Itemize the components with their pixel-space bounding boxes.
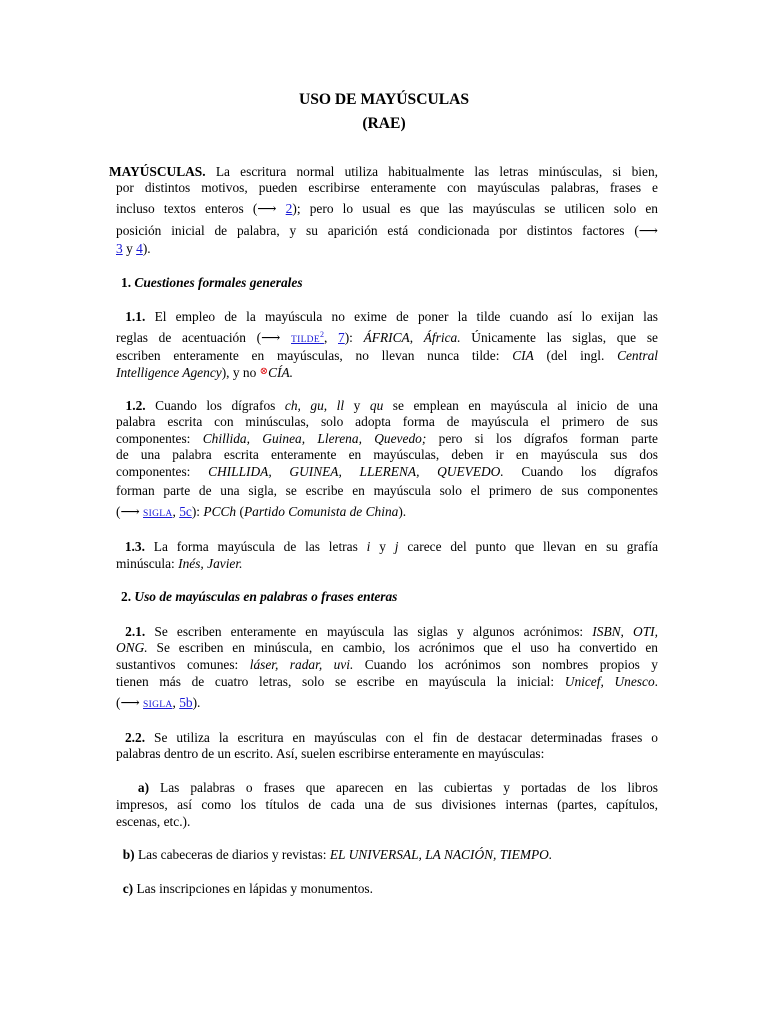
intro-line	[116, 241, 658, 257]
intro-text: ).	[142, 241, 151, 256]
para-text: Únicamente las siglas, que se	[471, 330, 658, 345]
para-text: Cuando los acrónimos son nombres propios y	[364, 657, 658, 672]
para-text: ):	[344, 330, 353, 345]
paragraph-1-3-cont	[116, 556, 658, 572]
example: CÍA.	[268, 365, 293, 380]
example: Partido Comunista de China	[243, 504, 399, 519]
intro-text: ); pero lo usual es que las mayúsculas se utilicen solo en	[292, 201, 658, 216]
intro-paragraph-cont	[116, 241, 658, 257]
example: CIA	[512, 348, 534, 363]
ref-link-5c[interactable]: 5c	[179, 504, 192, 519]
example: Intelligence Agency	[116, 365, 222, 380]
paragraph-1-1	[116, 309, 658, 325]
paragraph-1-2	[116, 398, 658, 414]
para-text: tienen más de cuatro letras, solo se escribe en mayúscula la inicial:	[116, 674, 555, 689]
intro-paragraph	[109, 164, 658, 180]
example: qu	[369, 398, 384, 413]
intro-text: y	[126, 241, 133, 256]
section-number: 2.	[121, 589, 132, 604]
para-line: palabra escrita con minúsculas, solo adopta forma de mayúscula el primero de sus	[116, 414, 658, 429]
ref-link-tilde[interactable]	[291, 330, 324, 345]
para-text: escriben enteramente en mayúsculas, no llevan nunca tilde:	[116, 348, 500, 363]
page-subtitle: (RAE)	[362, 115, 406, 132]
para-text: Se utiliza la escritura en mayúsculas con el fin de destacar determinadas frases o	[154, 730, 658, 745]
para-line	[116, 556, 658, 572]
ref-label: TILDE	[291, 335, 320, 345]
ref-link-2[interactable]: 2	[285, 201, 293, 216]
intro-text: incluso textos enteros (⟶	[116, 201, 277, 216]
paragraph-1-2-cont	[116, 431, 658, 447]
para-text: ).	[398, 504, 407, 519]
ref-link-7[interactable]: 7	[338, 330, 345, 345]
list-item-c	[116, 881, 658, 897]
intro-paragraph-cont	[116, 180, 658, 196]
example: EL UNIVERSAL, LA NACIÓN, TIEMPO.	[329, 847, 553, 862]
section-title: Uso de mayúsculas en palabras o frases enteras	[134, 589, 398, 604]
paragraph-2-2	[116, 730, 658, 746]
example: ÁFRICA	[363, 330, 410, 345]
para-line	[116, 348, 658, 364]
para-number: 1.3.	[124, 539, 145, 554]
example: Inés, Javier.	[178, 556, 243, 571]
para-text: Las palabras o frases que aparecen en las cubiertas y portadas de los libros	[160, 780, 658, 795]
para-text: (del ingl.	[546, 348, 605, 363]
paragraph-1-2-cont	[116, 464, 658, 480]
intro-text: La escritura normal utiliza habitualmente las letras minúsculas, si bien,	[215, 164, 658, 179]
example: j	[394, 539, 399, 554]
paragraph-2-1-cont	[116, 695, 658, 713]
paragraph-2-2-cont	[116, 746, 658, 762]
ref-link-4[interactable]: 4	[136, 241, 143, 256]
section-title: Cuestiones formales generales	[134, 275, 303, 290]
intro-line: posición inicial de palabra, y su aparición está condicionada por distintos factores (⟶	[116, 223, 658, 238]
para-line	[116, 539, 658, 555]
para-line: reglas de acentuación (⟶ TILDE$^2$, 7): ÁFRICA, África. Únicamente las siglas, que se	[116, 330, 658, 345]
para-line: (⟶ SIGLA, 5c): PCCh (Partido Comunista de China).	[116, 504, 407, 519]
para-number: 2.1.	[125, 624, 146, 639]
para-line	[116, 431, 658, 447]
para-number: 1.2.	[125, 398, 146, 413]
para-line	[116, 674, 658, 690]
example: láser, radar, uvi.	[249, 657, 354, 672]
para-text: Las cabeceras de diarios y revistas:	[137, 847, 327, 862]
para-line	[116, 309, 658, 325]
para-text: Cuando los dígrafos	[155, 398, 276, 413]
para-line	[116, 847, 658, 863]
incorrect-mark-icon: ⊗	[259, 366, 269, 377]
para-text: reglas de acentuación (⟶	[116, 330, 281, 345]
example: CHILLIDA, GUINEA, LLERENA, QUEVEDO.	[208, 464, 504, 479]
intro-line	[116, 201, 658, 217]
intro-paragraph-cont	[116, 201, 658, 217]
section-1-heading	[121, 275, 663, 291]
example: PCCh	[203, 504, 237, 519]
list-label: b)	[122, 847, 135, 862]
paragraph-1-3	[116, 539, 658, 555]
list-item-a-cont	[116, 814, 658, 830]
list-item-b	[116, 847, 658, 863]
para-text: Las inscripciones en lápidas y monumentos.	[136, 881, 373, 896]
para-text: componentes:	[116, 464, 191, 479]
para-text: La forma mayúscula de las letras	[153, 539, 358, 554]
example: Central	[617, 348, 658, 363]
intro-paragraph-cont	[116, 223, 658, 239]
para-line	[116, 881, 658, 897]
para-line: escenas, etc.).	[116, 814, 191, 829]
para-text: El empleo de la mayúscula no exime de poner la tilde cuando así lo exijan las	[154, 309, 658, 324]
list-item-a	[116, 780, 658, 796]
para-number: 1.1.	[125, 309, 146, 324]
paragraph-1-2-cont	[116, 447, 658, 463]
paragraph-2-1-cont	[116, 640, 658, 656]
para-text: Se escriben enteramente en mayúscula las siglas y algunos acrónimos:	[154, 624, 584, 639]
para-line	[116, 464, 658, 480]
example: ch, gu, ll	[284, 398, 345, 413]
para-text: (	[239, 504, 244, 519]
para-text: ).	[192, 695, 201, 710]
para-text: sustantivos comunes:	[116, 657, 239, 672]
para-text: componentes:	[116, 431, 191, 446]
para-text: y	[353, 398, 361, 413]
example: ISBN, OTI,	[592, 624, 658, 639]
list-item-a-cont	[116, 797, 658, 813]
page-title: USO DE MAYÚSCULAS	[298, 91, 470, 108]
paragraph-1-1-cont	[116, 348, 658, 364]
para-text: Se escriben en minúscula, en cambio, los acrónimos que el uso ha convertido en	[156, 640, 658, 655]
para-line	[116, 780, 658, 796]
para-line: (⟶ SIGLA, 5b).	[116, 695, 201, 710]
ref-link-sigla[interactable]: SIGLA	[143, 509, 173, 519]
para-text: (⟶	[116, 695, 140, 710]
section-number: 1.	[121, 275, 132, 290]
list-label: a)	[137, 780, 150, 795]
ref-link-sigla[interactable]: SIGLA	[143, 700, 173, 710]
para-text: Cuando los dígrafos	[521, 464, 658, 479]
list-label: c)	[122, 881, 134, 896]
intro-line: por distintos motivos, pueden escribirse enteramente con mayúsculas palabras, frases e	[116, 180, 658, 195]
example: Chillida, Guinea, Llerena, Quevedo;	[202, 431, 427, 446]
section-2-heading	[121, 589, 663, 605]
paragraph-1-1-cont	[116, 364, 658, 381]
para-line	[116, 730, 658, 746]
para-text: ), y no	[221, 365, 257, 380]
paragraph-2-1-cont	[116, 657, 658, 673]
paragraph-1-2-cont	[116, 504, 658, 522]
para-line: forman parte de una sigla, se escribe en mayúscula solo el primero de sus componentes	[116, 483, 658, 498]
para-text: ):	[191, 504, 201, 519]
example: i	[366, 539, 371, 554]
paragraph-1-2-cont	[116, 483, 658, 499]
paragraph-2-1-cont	[116, 674, 658, 690]
para-line: de una palabra escrita enteramente en mayúsculas, deben ir en mayúscula sus dos	[116, 447, 658, 462]
para-text: carece del punto que llevan en su grafía	[407, 539, 659, 554]
intro-line	[109, 164, 658, 180]
para-number: 2.2.	[124, 730, 146, 745]
example: Unicef, Unesco	[564, 674, 655, 689]
para-line	[116, 657, 658, 673]
example: África.	[423, 330, 461, 345]
para-text: .	[654, 674, 658, 689]
para-text: pero si los dígrafos forman parte	[438, 431, 658, 446]
ref-link-5b[interactable]: 5b	[179, 695, 193, 710]
paragraph-2-1	[116, 624, 658, 640]
para-text: (⟶	[116, 504, 140, 519]
para-text: se emplean en mayúscula al inicio de una	[392, 398, 658, 413]
example: ONG.	[116, 640, 148, 655]
para-text: minúscula:	[116, 556, 175, 571]
intro-term: MAYÚSCULAS.	[109, 164, 206, 179]
paragraph-1-1-cont	[116, 330, 658, 348]
para-line	[116, 364, 658, 381]
para-line: impresos, así como los títulos de cada una de sus divisiones internas (partes, capítulos,	[116, 797, 658, 812]
para-line	[116, 624, 658, 640]
para-text: y	[379, 539, 386, 554]
ref-link-3[interactable]: 3	[116, 241, 123, 256]
para-line	[116, 640, 658, 656]
para-line	[116, 398, 658, 414]
ref-sup: 2	[319, 330, 324, 339]
para-line: palabras dentro de un escrito. Así, suelen escribirse enteramente en mayúsculas:	[116, 746, 545, 761]
paragraph-1-2-cont	[116, 414, 658, 430]
